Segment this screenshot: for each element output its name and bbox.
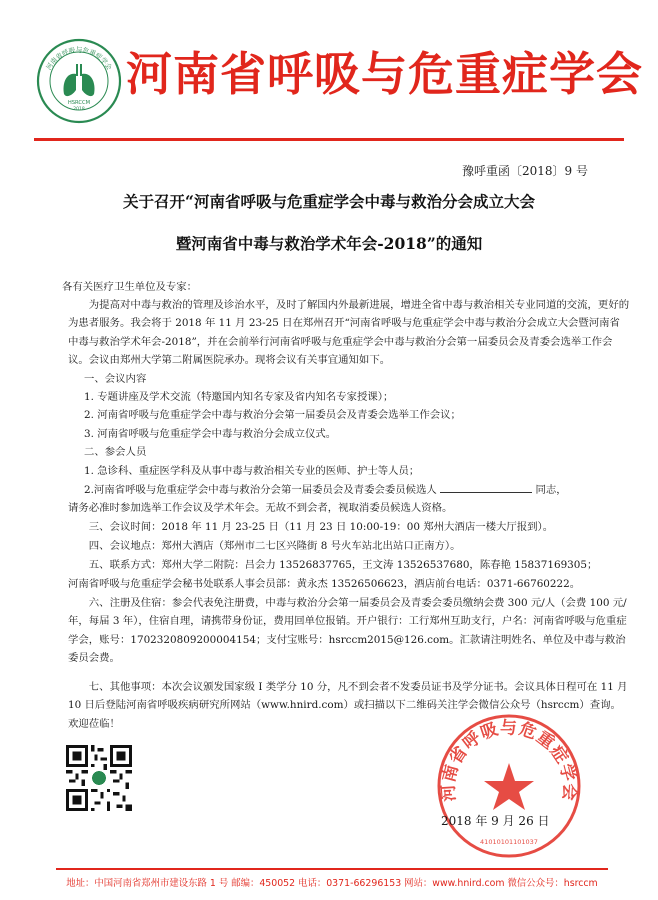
section-1-item-3: 3. 河南省呼吸与危重症学会中毒与救治分会成立仪式。 <box>84 428 337 440</box>
section-3-time: 三、会议时间：2018 年 11 月 23-25 日（11 月 23 日 10:00-19：00 郑州大酒店一楼大厅报到）。 <box>88 521 554 533</box>
section-2-item-2-continuation: 请务必准时参加选举工作会议及学术年会。无故不到会者，视取消委员候选人资格。 <box>68 502 453 514</box>
section-2-item-2-text: 2.河南省呼吸与危重症学会中毒与救治分会第一届委员会及青委会委员候选人 <box>84 484 437 496</box>
section-4-venue: 四、会议地点：郑州大酒店（郑州市二七区兴隆街 8 号火车站北出站口正南方）。 <box>88 540 461 552</box>
section-1-heading: 一、会议内容 <box>84 373 147 385</box>
section-2-heading: 二、参会人员 <box>84 446 147 458</box>
footer-contact: 地址：中国河南省郑州市建设东路 1 号 邮编：450052 电话：0371-66296153 网站：www.hnird.com 微信公众号：hsrccm <box>66 878 598 889</box>
document-number: 豫呼重函〔2018〕9 号 <box>462 164 588 178</box>
section-5-contact-line-2: 河南省呼吸与危重症学会秘书处联系人事会员部：黄永杰 13526506623，酒店前台电话：0371-66760222。 <box>68 578 581 590</box>
logo-abbrev: HSRCCM <box>67 100 91 106</box>
signature-date: 2018 年 9 月 26 日 <box>441 814 550 828</box>
footer-divider <box>56 868 608 870</box>
salutation: 各有关医疗卫生单位及专家： <box>62 281 198 293</box>
logo-year: 2018 <box>73 107 85 112</box>
intro-paragraph: 为提高对中毒与救治的管理及诊治水平，及时了解国内外最新进展，增进全省中毒与救治相关专业同道的交流，更好的为患者服务。我会将于 2018 年 11 月 23-25 日在郑州召开“河南省呼吸与危重症学会中毒与救治分会成立大会暨河南省中毒与救治学术年会-2018”，并在会前举行河南省呼吸与危重症学会中毒与救治分会第一届委员会及青委会选举工作会议。会议由郑州大学第二附属医院承办。现将会议有关事宜通知如下。 <box>68 299 630 366</box>
section-5-contact-line-1: 五、联系方式：郑州大学二附院：吕会力 13526837765，王文涛 13526537680，陈春艳 15837169305； <box>88 559 598 571</box>
section-2-item-1: 1. 急诊科、重症医学科及从事中毒与救治相关专业的医师、护士等人员； <box>84 465 420 477</box>
logo-ring-text: 河南省呼吸与危重症学会 <box>44 46 114 72</box>
notice-title-line-1: 关于召开“河南省呼吸与危重症学会中毒与救治分会成立大会 <box>123 192 535 211</box>
section-2-item-2 <box>84 481 630 499</box>
seal-ring-text: 河南省呼吸与危重症学会 <box>438 718 580 803</box>
society-logo <box>36 38 122 124</box>
header-divider <box>34 138 624 141</box>
candidate-name-blank <box>440 481 532 493</box>
section-1-item-2: 2. 河南省呼吸与危重症学会中毒与救治分会第一届委员会及青委会选举工作会议； <box>84 409 461 421</box>
organization-title: 河南省呼吸与危重症学会 <box>126 47 643 101</box>
notice-title-line-2: 暨河南省中毒与救治学术年会-2018”的通知 <box>175 234 483 253</box>
wechat-qr-code[interactable] <box>66 745 132 811</box>
section-7-other: 七、其他事项：本次会议颁发国家级 I 类学分 10 分，凡不到会者不发委员证书及学分证书。会议具体日程可在 11 月 10 日后登陆河南省呼吸疾病研究所网站（www.hnird.com）或扫描以下二维码关注学会微信公众号（hsrccm）查询。欢迎莅临！ <box>68 681 628 730</box>
seal-serial-digits: 41010101101037 <box>480 838 538 846</box>
official-seal-stamp <box>434 711 584 861</box>
section-1-item-1: 1. 专题讲座及学术交流（特邀国内知名专家及省内知名专家授课）； <box>84 391 394 403</box>
section-2-item-2-suffix: 同志， <box>535 484 567 496</box>
section-6-registration: 六、注册及住宿：参会代表免注册费，中毒与救治分会第一届委员会及青委会委员缴纳会费 300 元/人（会费 100 元/年，每届 3 年），住宿自理，请携带身份证，费用回单位报销。开户银行：工行郑州互助支行，户名：河南省呼吸与危重症学会，账号：1702320809200004154；支付宝账号：hsrccm2015@126.com。汇款请注明姓名、单位及中毒与救治委员会费。 <box>68 597 627 664</box>
